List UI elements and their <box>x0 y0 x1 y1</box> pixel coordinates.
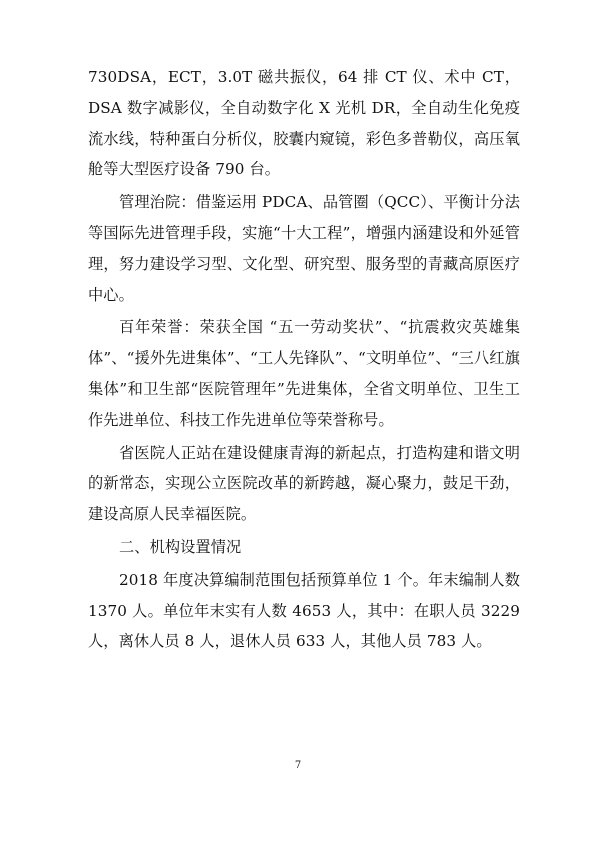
paragraph-vision: 省医院人正站在建设健康青海的新起点，打造构建和谐文明的新常态，实现公立医院改革的新跨越，凝心聚力，鼓足干劲，建设高原人民幸福医院。 <box>88 443 520 524</box>
page-number: 7 <box>294 760 302 771</box>
section-heading-organization: 二、机构设置情况 <box>119 537 242 556</box>
paragraph-management: 管理治院：借鉴运用 PDCA、品管圈（QCC）、平衡计分法等国际先进管理手段，实施“十大工程”，增强内涵建设和外延管理，努力建设学习型、文化型、研究型、服务型的青藏高原医疗中心。 <box>88 193 520 304</box>
paragraph-equipment-continued: 730DSA，ECT，3.0T 磁共振仪，64 排 CT 仪、术中 CT，DSA 数字减影仪，全自动数字化 X 光机 DR，全自动生化免疫流水线，特种蛋白分析仪，胶囊内窥镜，彩色多普勒仪，高压氧舱等大型医疗设备 790 台。 <box>88 68 520 179</box>
page-body <box>88 62 520 657</box>
paragraph-staffing: 2018 年度决算编制范围包括预算单位 1 个。年末编制人数 1370 人。单位年末实有人数 4653 人，其中：在职人员 3229 人，离休人员 8 人，退休人员 633 人，其他人员 783 人。 <box>88 570 520 651</box>
paragraph-honors: 百年荣誉：荣获全国 “五一劳动奖状”、“抗震救灾英雄集体”、“援外先进集体”、“工人先锋队”、“文明单位”、“三八红旗集体”和卫生部“医院管理年”先进集体，全省文明单位、卫生工作先进单位、科技工作先进单位等荣誉称号。 <box>88 318 520 429</box>
